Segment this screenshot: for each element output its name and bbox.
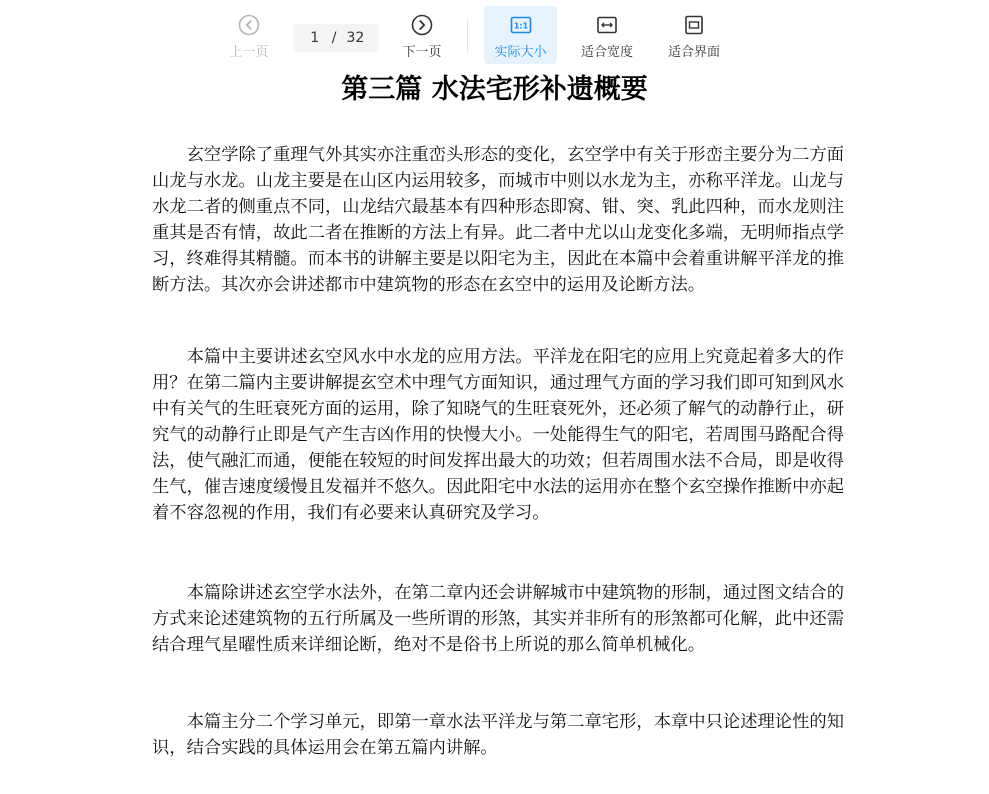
prev-page-button[interactable] [219,6,279,64]
fit-width-label: 适合宽度 [580,45,633,60]
fit-width-icon [596,14,618,36]
total-pages: 32 [346,30,365,46]
paragraph-4: 本篇主分二个学习单元，即第一章水法平洋龙与第二章宅形，本章中只论述理论性的知识，结合实践的具体运用会在第五篇内讲解。 [152,712,844,758]
actual-size-label: 实际大小 [494,45,547,60]
fit-page-icon [683,14,705,36]
next-page-button[interactable] [392,6,452,64]
toolbar-divider [467,20,468,52]
paragraph-1: 玄空学除了重理气外其实亦注重峦头形态的变化，玄空学中有关于形峦主要分为二方面山龙与水龙。山龙主要是在山区内运用较多，而城市中则以水龙为主，亦称平洋龙。山龙与水龙二者的侧重点不同，山龙结穴最基本有四种形态即窝、钳、突、乳此四种，而水龙则注重其是否有情，故此二者在推断的方法上有异。此二者中尤以山龙变化多端，无明师指点学习，终难得其精髓。而本书的讲解主要是以阳宅为主，因此在本篇中会着重讲解平洋龙的推断方法。其次亦会讲述都市中建筑物的形态在玄空中的运用及论断方法。 [152,145,844,295]
chevron-right-circle-icon [411,14,433,36]
next-page-label: 下一页 [402,45,442,60]
page-separator: / [331,30,337,46]
page-counter [293,24,379,52]
fit-page-button[interactable] [657,6,731,64]
fit-page-label: 适合界面 [667,45,720,60]
actual-size-button[interactable] [484,6,557,64]
paragraph-3: 本篇除讲述玄空学水法外，在第二章内还会讲解城市中建筑物的形制，通过图文结合的方式来论述建筑物的五行所属及一些所谓的形煞，其实并非所有的形煞都可化解，此中还需结合理气星曜性质来详细论断，绝对不是俗书上所说的那么简单机械化。 [152,583,844,655]
fit-width-button[interactable] [570,6,644,64]
prev-page-label: 上一页 [229,45,269,60]
current-page-input[interactable]: 1 [310,30,320,46]
paragraph-2: 本篇中主要讲述玄空风水中水龙的应用方法。平洋龙在阳宅的应用上究竟起着多大的作用？在第二篇内主要讲解提玄空术中理气方面知识，通过理气方面的学习我们即可知到风水中有关气的生旺衰死方面的运用，除了知晓气的生旺衰死外，还必须了解气的动静行止，研究气的动静行止即是气产生吉凶作用的快慢大小。一处能得生气的阳宅，若周围马路配合得法，使气融汇而通，便能在较短的时间发挥出最大的功效；但若周围水法不合局，即是收得生气，催吉速度缓慢且发福并不悠久。因此阳宅中水法的运用亦在整个玄空操作推断中亦起着不容忽视的作用，我们有必要来认真研究及学习。 [152,347,844,523]
document-title: 第三篇 水法宅形补遗概要 [341,74,648,105]
chevron-left-circle-icon [238,14,260,36]
actual-size-icon-text: 1:1 [513,21,528,31]
actual-size-icon [510,14,532,36]
viewer-toolbar [0,0,989,70]
document-page [0,68,989,794]
